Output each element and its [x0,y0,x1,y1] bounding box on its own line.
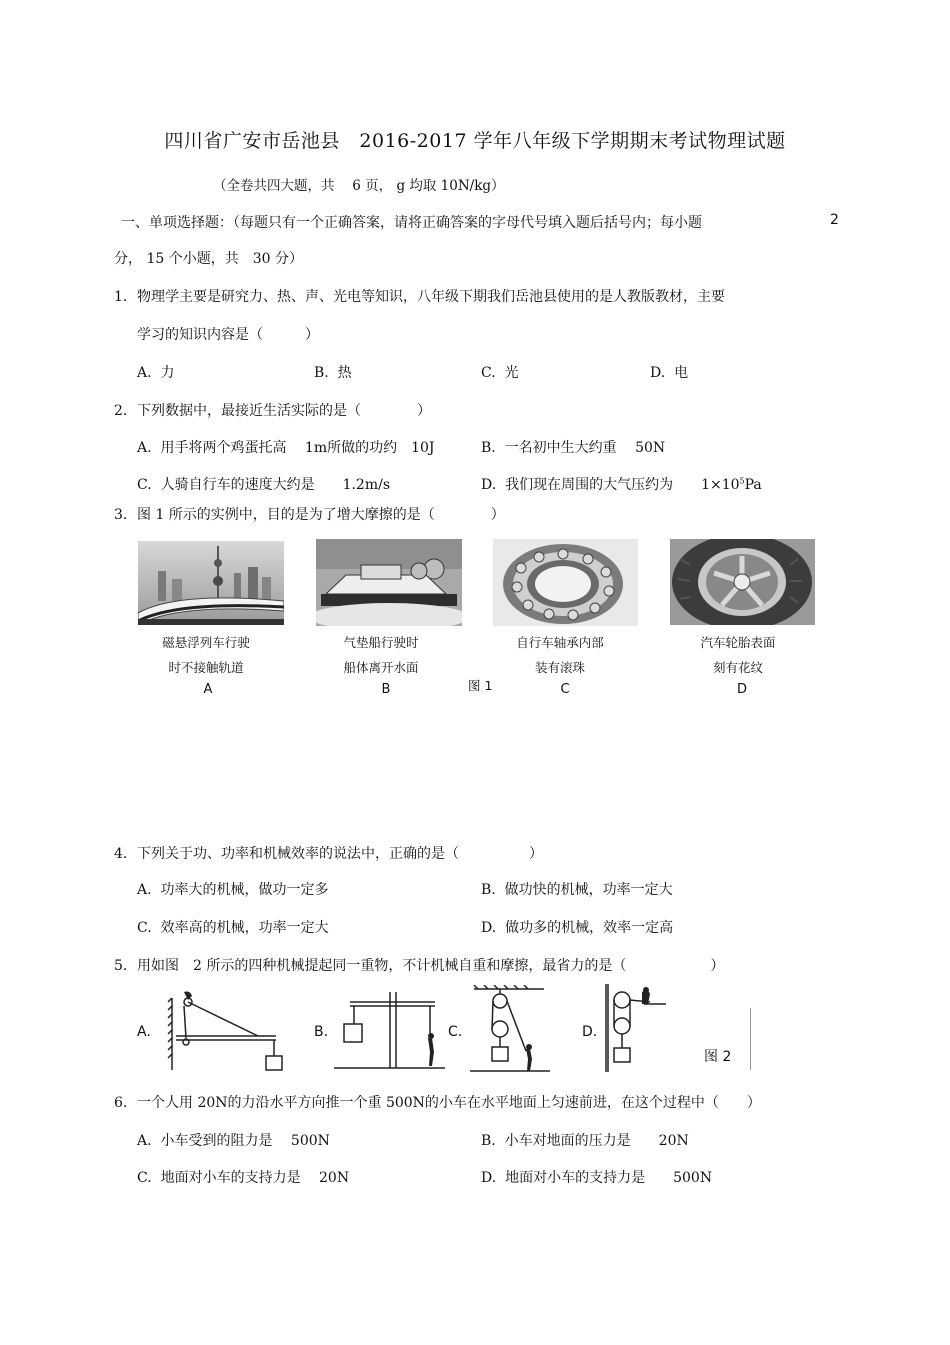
figure-letter-b: B [381,682,391,697]
q1-option-a [137,362,174,382]
caption-d-line1: 汽车轮胎表面 [700,635,776,650]
option-text: 小车对地面的压力是 20N [504,1133,689,1149]
q2-option-d [481,474,762,494]
option-text: 地面对小车的支持力是 500N [505,1170,713,1186]
q6-option-a [137,1130,330,1150]
q4-option-b [481,879,673,899]
q2-number: 2． [114,403,137,419]
q2-option-a [137,437,435,457]
bearing-photo [493,539,638,626]
caption-c-line2: 装有滚珠 [534,660,585,675]
option-letter: D. [481,477,497,493]
q6-number: 6． [114,1095,137,1111]
q6-option-b [481,1130,689,1150]
option-letter: C. [137,920,152,936]
q4-option-a [137,879,328,899]
q4-option-d [481,917,673,937]
option-letter: C. [481,365,496,381]
option-text: 一名初中生大约重 50N [504,440,666,456]
option-text: 光 [504,365,519,381]
q5-option-c-letter: C. [448,1024,463,1040]
q5-stem: 用如图 2 所示的四种机械提起同一重物，不计机械自重和摩擦，最省力的是（ ） [137,958,725,974]
caption-b-line2: 船体离开水面 [343,660,419,675]
q4-number: 4． [114,846,137,862]
q6-option-c [137,1167,349,1187]
option-letter: B. [481,440,496,456]
option-unit: Pa [744,477,762,493]
q1-option-d [650,362,688,382]
figure-letter-d: D [736,682,747,697]
fixed-lever-frame-icon [330,990,450,1072]
maglev-train-photo [138,541,284,625]
q1-number: 1． [114,289,137,305]
q4-option-c [137,917,329,937]
q1-stem-cont: 学习的知识内容是（ ） [137,327,319,343]
q5-option-a-letter: A. [137,1024,151,1040]
section-heading: 一、单项选择题：（每题只有一个正确答案，请将正确答案的字母代号填入题后括号内；每小题 [121,215,702,231]
option-text: 功率大的机械，做功一定多 [160,882,329,898]
figure-1-label: 图 1 [468,678,493,693]
hovercraft-photo [316,539,462,626]
q5-option-d-letter: D. [582,1024,598,1040]
caption-d-line2: 刻有花纹 [712,660,763,675]
option-text: 地面对小车的支持力是 20N [160,1170,350,1186]
figure-letter-a: A [203,682,213,697]
option-text: 用手将两个鸡蛋托高 1m所做的功约 10J [160,440,435,456]
q1-stem: 物理学主要是研究力、热、声、光电等知识，八年级下期我们岳池县使用的是人教版教材，主要 [137,289,725,305]
movable-pulley-icon [464,985,554,1075]
q5-number: 5． [114,958,137,974]
option-letter: A. [137,1133,152,1149]
q6-option-d [481,1167,712,1187]
exam-title: 四川省广安市岳池县 2016-2017 学年八年级下学期期末考试物理试题 [164,130,786,152]
q2-option-b [481,437,665,457]
option-text: 小车受到的阻力是 500N [160,1133,330,1149]
option-letter: D. [481,920,497,936]
option-letter: A. [137,882,152,898]
figure-letter-c: C [560,682,570,697]
q5-option-b-letter: B. [314,1024,329,1040]
option-text: 力 [160,365,175,381]
option-text: 效率高的机械，功率一定大 [160,920,329,936]
tire-photo [670,539,815,625]
option-letter: C. [137,1170,152,1186]
q1-option-b [314,362,352,382]
option-letter: C. [137,477,152,493]
option-letter: D. [481,1170,497,1186]
option-letter: A. [137,365,152,381]
section-heading-cont: 分， 15 个小题，共 30 分） [114,251,303,267]
option-text: 电 [674,365,689,381]
option-letter: D. [650,365,666,381]
q1-option-c [481,362,519,382]
caption-a-line1: 磁悬浮列车行驶 [162,635,250,650]
q2-stem: 下列数据中，最接近生活实际的是（ ） [137,403,431,419]
q6-stem: 一个人用 20N的力沿水平方向推一个重 500N的小车在水平地面上匀速前进，在这个过程中（ ） [137,1095,761,1111]
figure-2-divider [750,1008,751,1070]
q3-stem: 图 1 所示的实例中，目的是为了增大摩擦的是（ ） [137,507,505,523]
option-letter: A. [137,440,152,456]
pulley-block-icon [600,982,670,1074]
option-letter: B. [481,882,496,898]
section-heading-score: 2 [830,212,839,228]
q2-option-c [137,474,390,494]
q4-stem: 下列关于功、功率和机械效率的说法中，正确的是（ ） [137,846,543,862]
option-text: 我们现在周围的大气压约为 1×10 [505,477,740,493]
option-text: 热 [337,365,352,381]
superscript: 5 [739,476,745,486]
option-text: 做功快的机械，功率一定大 [504,882,673,898]
q3-number: 3． [114,507,137,523]
caption-c-line1: 自行车轴承内部 [516,635,604,650]
option-letter: B. [481,1133,496,1149]
figure-2-label: 图 2 [704,1049,732,1065]
option-letter: B. [314,365,329,381]
lever-icon [154,990,286,1072]
caption-b-line1: 气垫船行驶时 [343,635,419,650]
option-text: 做功多的机械，效率一定高 [505,920,674,936]
caption-a-line2: 时不接触轨道 [168,660,244,675]
option-text: 人骑自行车的速度大约是 1.2m/s [160,477,391,493]
exam-subtitle: （全卷共四大题，共 6 页， g 均取 10N/kg） [213,178,505,194]
